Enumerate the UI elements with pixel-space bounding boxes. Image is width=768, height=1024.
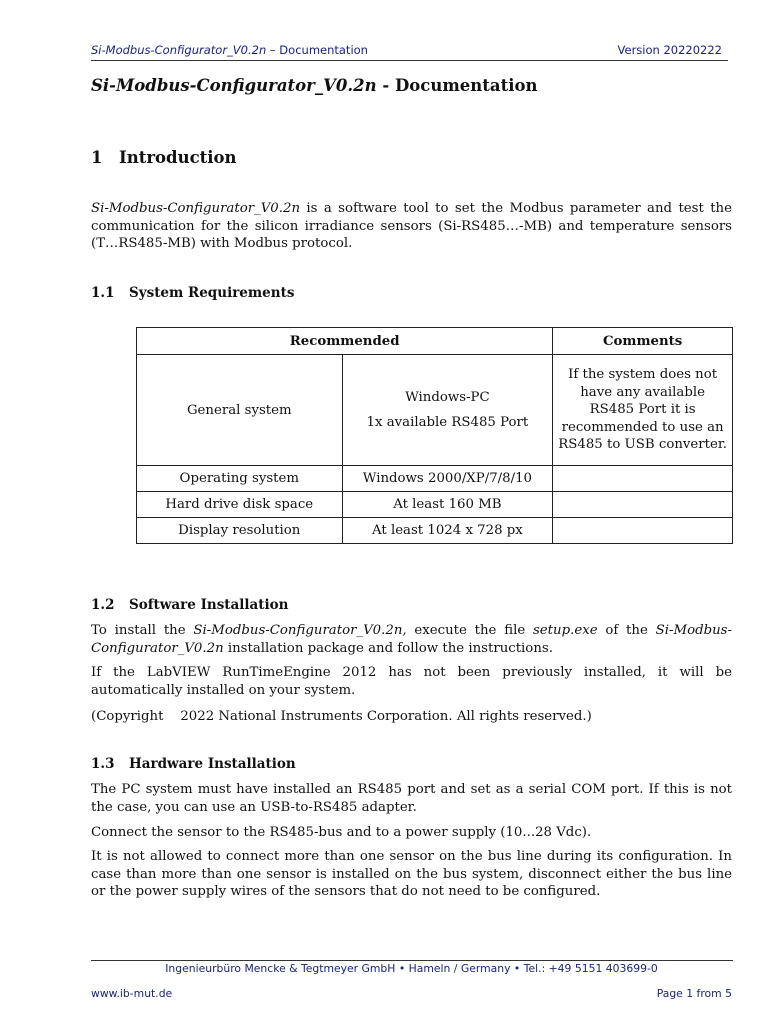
heading-software-installation: 1.2 Software Installation	[91, 597, 289, 613]
footer-website-link[interactable]: www.ib-mut.de	[91, 987, 173, 1000]
intro-paragraph: Si-Modbus-Configurator_V0.2n is a software tool to set the Modbus parameter and test the communication for the silicon irradiance sensors (Si-RS485…-MB) and temperature sensors (T…RS485-MB) with Modbus protocol.	[91, 201, 732, 251]
hardware-paragraph-3: It is not allowed to connect more than one sensor on the bus line during its configuration. In case than more than one sensor is installed on the bus system, disconnect either the bus line or the power supply wires of the sensors that do not need to be configured.	[91, 849, 732, 899]
row-comment	[553, 518, 733, 544]
requirements-table	[136, 327, 733, 544]
table-header-row	[137, 328, 733, 355]
table-row	[137, 492, 733, 518]
running-header	[91, 42, 728, 61]
footer-divider	[91, 960, 733, 961]
header-comments: Comments	[553, 328, 733, 355]
row-value: Windows 2000/XP/7/8/10	[342, 466, 553, 492]
row-comment	[553, 492, 733, 518]
software-install-paragraph: To install the Si-Modbus-Configurator_V0.2n, execute the file setup.exe of the Si-Modbus-Configurator_V0.2n installation package and follow the instructions.	[91, 623, 732, 656]
runtime-engine-paragraph: If the LabVIEW RunTimeEngine 2012 has not been previously installed, it will be automatically installed on your system.	[91, 665, 732, 698]
general-system-label: General system	[137, 355, 343, 466]
heading-system-requirements: 1.1 System Requirements	[91, 285, 295, 301]
hardware-paragraph-1: The PC system must have installed an RS485 port and set as a serial COM port. If this is not the case, you can use an USB-to-RS485 adapter.	[91, 782, 732, 815]
table-row	[137, 355, 733, 466]
header-recommended: Recommended	[137, 328, 553, 355]
row-comment	[553, 466, 733, 492]
table-row	[137, 518, 733, 544]
row-value: At least 160 MB	[342, 492, 553, 518]
row-value: At least 1024 x 728 px	[342, 518, 553, 544]
header-doc-title: Si-Modbus-Configurator_V0.2n – Documentation	[91, 43, 368, 57]
header-version: Version 20220222	[617, 43, 722, 57]
heading-hardware-installation: 1.3 Hardware Installation	[91, 756, 296, 772]
table-row	[137, 466, 733, 492]
row-label: Display resolution	[137, 518, 343, 544]
footer-company: Ingenieurbüro Mencke & Tegtmeyer GmbH • Hameln / Germany • Tel.: +49 5151 403699-0	[165, 962, 658, 975]
heading-introduction: 1 Introduction	[91, 148, 237, 167]
hardware-paragraph-2: Connect the sensor to the RS485-bus and to a power supply (10...28 Vdc).	[91, 825, 592, 840]
row-label: Operating system	[137, 466, 343, 492]
general-system-value: Windows-PC 1x available RS485 Port	[342, 355, 553, 466]
document-title: Si-Modbus-Configurator_V0.2n - Documentation	[91, 76, 538, 95]
copyright-paragraph: (Copyright 2022 National Instruments Corporation. All rights reserved.)	[91, 709, 592, 724]
footer-page-number: Page 1 from 5	[656, 987, 732, 1000]
general-system-comment: If the system does not have any available RS485 Port it is recommended to use an RS485 to USB converter.	[553, 355, 733, 466]
row-label: Hard drive disk space	[137, 492, 343, 518]
